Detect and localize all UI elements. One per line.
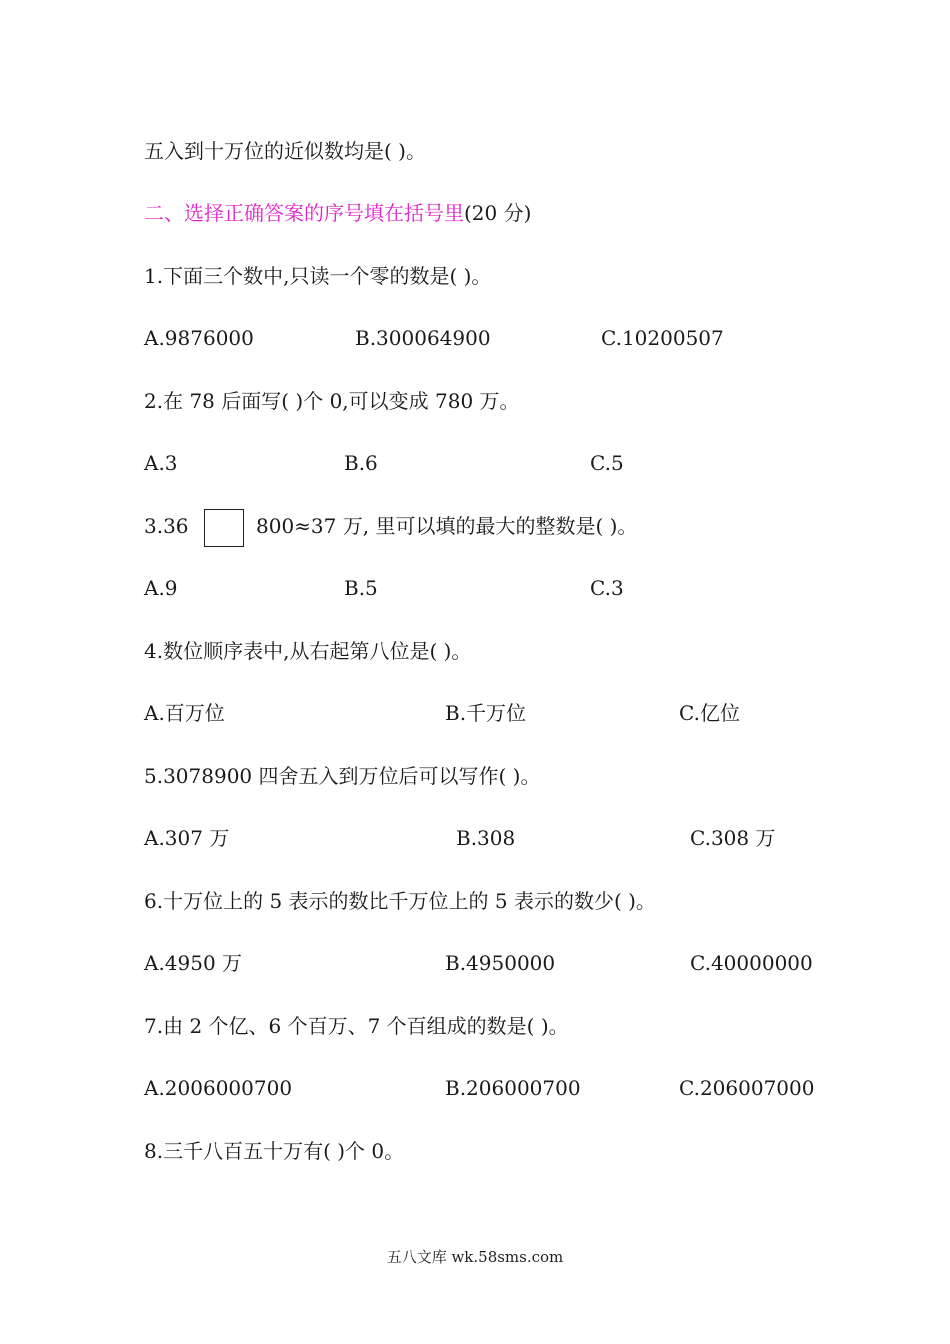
question-4: 4.数位顺序表中,从右起第八位是( )。 [144,639,472,663]
option-5a: A.307 万 [144,826,230,850]
option-1c: C.10200507 [601,326,724,350]
option-2b: B.6 [344,451,378,475]
option-4b: B.千万位 [445,701,527,725]
option-5b: B.308 [456,826,516,850]
question-6: 6.十万位上的 5 表示的数比千万位上的 5 表示的数少( )。 [144,889,656,913]
option-7b: B.206000700 [445,1076,581,1100]
section-heading [144,200,531,226]
option-5c: C.308 万 [690,826,776,850]
blank-square [204,509,244,547]
option-1b: B.300064900 [355,326,491,350]
option-1a: A.9876000 [144,326,254,350]
question-8: 8.三千八百五十万有( )个 0。 [144,1139,405,1163]
option-6b: B.4950000 [445,951,556,975]
option-3a: A.9 [144,576,178,600]
option-7c: C.206007000 [679,1076,815,1100]
section-score: (20 分) [464,201,532,225]
question-2: 2.在 78 后面写( )个 0,可以变成 780 万。 [144,389,520,413]
option-3c: C.3 [590,576,624,600]
option-2c: C.5 [590,451,624,475]
option-4a: A.百万位 [144,701,225,725]
question-7: 7.由 2 个亿、6 个百万、7 个百组成的数是( )。 [144,1014,569,1038]
page-footer: 五八文库 wk.58sms.com [386,1248,564,1266]
option-2a: A.3 [144,451,178,475]
option-4c: C.亿位 [679,701,740,725]
intro-line: 五入到十万位的近似数均是( )。 [144,139,426,163]
section-title: 二、选择正确答案的序号填在括号里 [144,201,464,225]
question-5: 5.3078900 四舍五入到万位后可以写作( )。 [144,764,541,788]
question-3-start: 3.36 [144,514,189,538]
question-3-end: 800≈37 万, 里可以填的最大的整数是( )。 [256,514,638,538]
option-7a: A.2006000700 [144,1076,293,1100]
option-3b: B.5 [344,576,378,600]
option-6c: C.40000000 [690,951,813,975]
question-1: 1.下面三个数中,只读一个零的数是( )。 [144,264,492,288]
option-6a: A.4950 万 [144,951,243,975]
